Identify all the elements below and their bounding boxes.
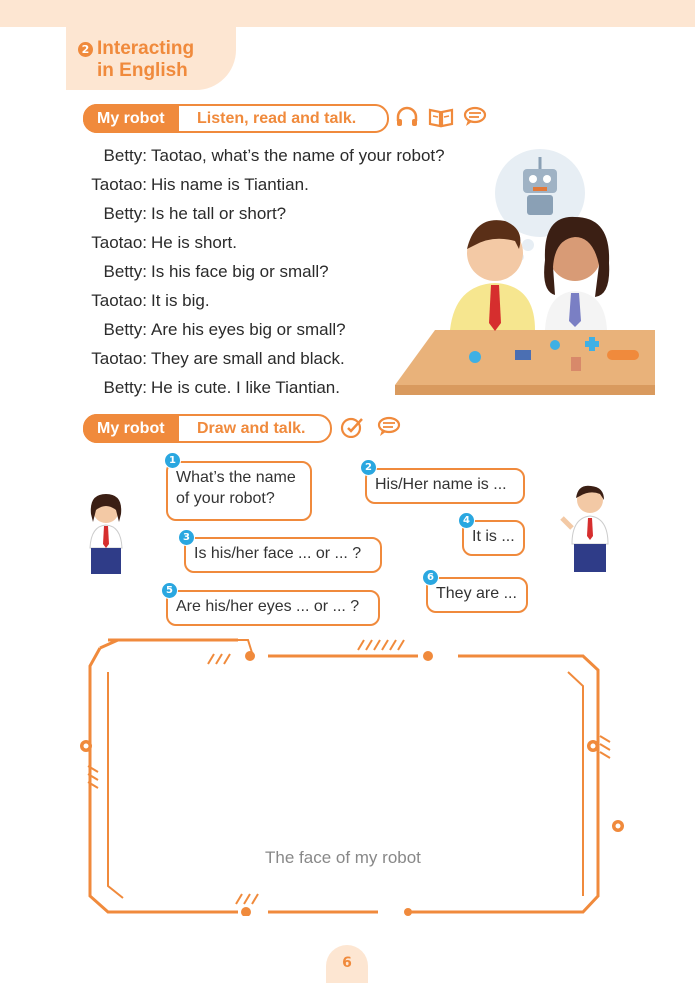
speaker: Betty: — [103, 320, 147, 339]
section-title — [97, 38, 194, 82]
bubble-number: 2 — [360, 459, 377, 476]
talk-icon — [376, 416, 402, 438]
bubble-number: 3 — [178, 529, 195, 546]
speaker: Taotao: — [91, 175, 147, 194]
bubble-number: 4 — [458, 512, 475, 529]
line-text: They are small and black. — [151, 349, 345, 368]
part2-label: My robot — [83, 414, 179, 443]
part1-instruction: Listen, read and talk. — [197, 110, 357, 127]
speaker: Taotao: — [91, 349, 147, 368]
part1-label: My robot — [83, 104, 179, 133]
part1-header — [83, 104, 389, 133]
frame-caption: The face of my robot — [265, 848, 421, 867]
bubble-text: of your robot? — [176, 490, 275, 507]
line-text: He is short. — [151, 233, 237, 252]
part2-header — [83, 414, 332, 443]
speaker: Taotao: — [91, 233, 147, 252]
speaker: Betty: — [103, 146, 147, 165]
section-title-line1: Interacting — [97, 38, 195, 59]
book-icon — [428, 106, 454, 128]
draw-icon — [340, 416, 364, 438]
line-text: It is big. — [151, 291, 210, 310]
line-text: His name is Tiantian. — [151, 175, 309, 194]
drawing-frame — [78, 636, 628, 916]
speaker: Betty: — [103, 262, 147, 281]
line-text: He is cute. I like Tiantian. — [151, 378, 340, 397]
bubble-text: What’s the name — [176, 469, 296, 486]
line-text: Is he tall or short? — [151, 204, 287, 223]
line-text: Taotao, what’s the name of your robot? — [151, 146, 445, 165]
speech-bubble-1 — [166, 461, 312, 521]
bubble-number: 6 — [422, 569, 439, 586]
speech-bubble-3 — [184, 537, 382, 573]
speech-bubble-2 — [365, 468, 525, 504]
speech-bubble-5 — [166, 590, 380, 626]
speaker: Betty: — [103, 204, 147, 223]
bubble-text: His/Her name is ... — [375, 476, 507, 493]
line-text: Is his face big or small? — [151, 262, 329, 281]
boy-figure — [560, 478, 616, 574]
section-number: 2 — [78, 42, 93, 57]
talk-icon — [462, 106, 488, 128]
bubble-text: They are ... — [436, 585, 517, 602]
bubble-text: Is his/her face ... or ... ? — [194, 545, 362, 562]
line-text: Are his eyes big or small? — [151, 320, 346, 339]
page-number: 6 — [326, 945, 368, 983]
girl-figure — [85, 488, 127, 576]
bubble-text: Are his/her eyes ... or ... ? — [176, 598, 360, 615]
children-robot-illustration — [395, 145, 655, 395]
speaker: Taotao: — [91, 291, 147, 310]
bubble-number: 1 — [164, 452, 181, 469]
section-title-line2: in English — [97, 60, 188, 81]
bubble-number: 5 — [161, 582, 178, 599]
headphones-icon — [395, 106, 419, 128]
top-band — [0, 0, 695, 27]
speaker: Betty: — [103, 378, 147, 397]
bubble-text: It is ... — [472, 528, 515, 545]
speech-bubble-6 — [426, 577, 528, 613]
part2-instruction: Draw and talk. — [197, 420, 306, 437]
